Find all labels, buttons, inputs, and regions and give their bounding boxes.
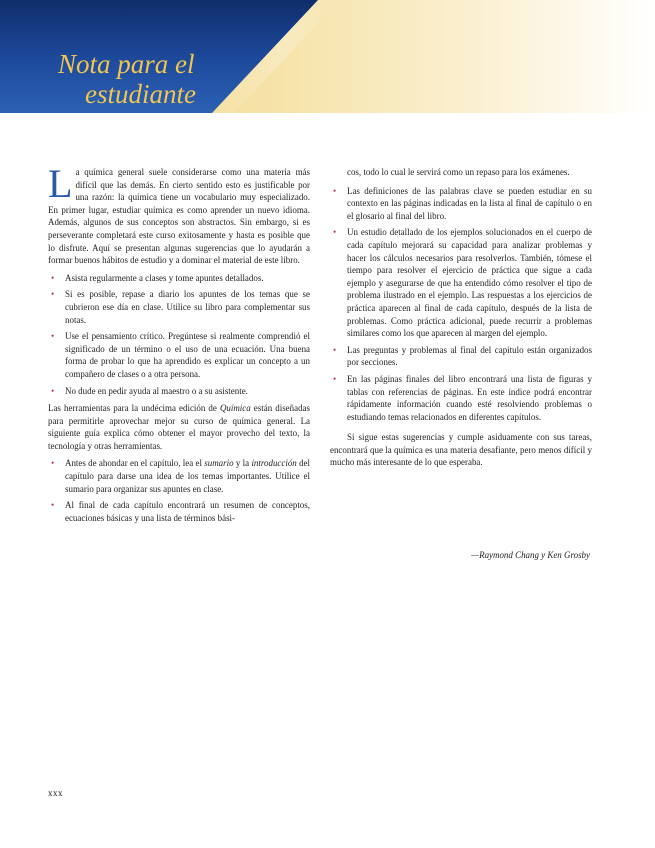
list-item: • Asista regularmente a clases y tome apuntes detallados. — [51, 272, 264, 283]
bullet-icon: • — [333, 373, 337, 384]
guide-list-left — [48, 457, 310, 524]
intro-paragraph — [48, 161, 310, 267]
bullet-icon: • — [51, 272, 55, 283]
list-item: • Las definiciones de las palabras clave se pueden estudiar en su contexto en las páginas indicadas en la lista al final de capítulo o en el glosario al final del libro. — [333, 185, 592, 221]
tools-paragraph: Las herramientas para la undécima edición de Química están diseñadas para permitirle aprovechar mejor su curso de química general. La siguiente guía explica cómo obtener el mayor provecho del texto, la tecnología y otras herramientas. — [48, 403, 310, 451]
title-line-1: Nota para el — [58, 49, 195, 79]
drop-cap: L — [48, 161, 73, 206]
list-item: • Un estudio detallado de los ejemplos solucionados en el cuerpo de cada capítulo mejorará su capacidad para analizar problemas y hacer los cálculos necesarios para resolverlos. También, tómese el tiempo para resolver el ejercicio de práctica que sigue a cada ejemplo y asegurarse de que ha entendido cómo resolver el tipo de problema ilustrado en el ejemplo. Las respuestas a los ejercicios de práctica aparecen al final de cada capítulo, después de la lista de problemas. Como práctica adicional, puede recurrir a problemas similares como los que aparecen al margen del ejemplo. — [333, 227, 592, 339]
list-item: • Al final de cada capítulo encontrará un resumen de conceptos, ecuaciones básicas y una lista de términos bási- — [51, 500, 310, 523]
closing-paragraph: Si sigue estas sugerencias y cumple asiduamente con sus tareas, encontrará que la química es una materia desafiante, pero menos difícil y mucho más interesante de lo que esperaba. — [330, 432, 592, 468]
left-column — [48, 161, 311, 529]
continued-text: cos, todo lo cual le servirá como un repaso para los exámenes. — [347, 167, 570, 177]
list-item: • Antes de ahondar en el capítulo, lea el sumario y la introducción del capítulo para darse una idea de los temas importantes. Utilice el sumario para organizar sus apuntes en clase. — [51, 458, 311, 494]
bullet-icon: • — [51, 458, 55, 469]
intro-text: a química general suele considerarse como una materia más difícil que las demás. En cierto sentido esto es justificable por una razón: la química tiene un vocabulario muy especializado. En primer lugar, estudiar química es como aprender un nuevo idioma. Además, algunos de sus conceptos son abstractos. Sin embargo, si es perseverante completará este curso exitosamente y hasta es posible que lo disfrute. Aquí se presentan algunas sugerencias que lo ayudarán a formar buenos hábitos de estudio y a dominar el material de este libro. — [48, 167, 310, 266]
bullet-icon: • — [333, 185, 337, 196]
bullet-icon: • — [51, 385, 55, 396]
author-signature: —Raymond Chang y Ken Grosby — [471, 550, 590, 560]
book-title: Química — [219, 403, 251, 414]
bullet-icon: • — [51, 331, 55, 342]
page-title — [58, 49, 196, 109]
bullet-icon: • — [333, 344, 337, 355]
bullet-icon: • — [51, 500, 55, 511]
bullet-icon: • — [333, 227, 337, 238]
list-item: • Use el pensamiento crítico. Pregúntese si realmente comprendió el significado de un término o el uso de una ecuación. Una buena forma de probar lo que ha aprendido es explicar un concepto a un compañero de clases o a otra persona. — [51, 331, 310, 379]
bullet-icon: • — [51, 289, 55, 300]
page-number: xxx — [48, 788, 63, 798]
list-item: • En las páginas finales del libro encontrará una lista de figuras y tablas con referencias de páginas. En este índice podrá encontrar rápidamente información cuando esté resolviendo problemas o estudiando temas relacionados en diferentes capítulos. — [333, 373, 592, 422]
header-banner — [0, 0, 655, 113]
title-line-2: estudiante — [85, 79, 196, 109]
guide-list-right — [330, 185, 592, 424]
list-item: • Si es posible, repase a diario los apuntes de los temas que se cubrieron ese día en clase. Utilice su libro para complementar sus notas. — [51, 289, 310, 325]
right-column — [330, 166, 592, 474]
list-item: • Las preguntas y problemas al final del capítulo están organizados por secciones. — [333, 344, 592, 368]
list-item: • No dude en pedir ayuda al maestro o a su asistente. — [51, 385, 248, 396]
study-tips-list — [48, 272, 310, 397]
